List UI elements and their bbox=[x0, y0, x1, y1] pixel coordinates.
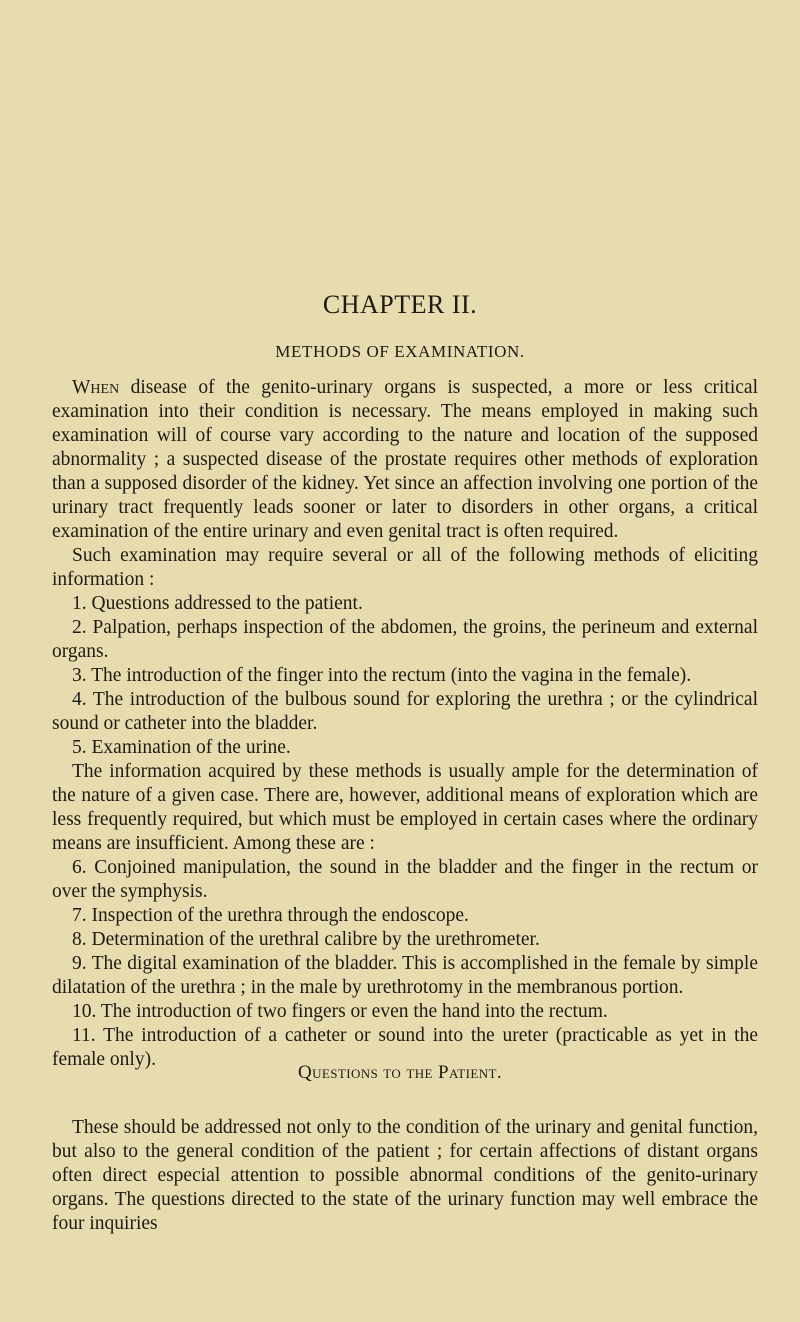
method-item-5: 5. Examination of the urine. bbox=[72, 737, 291, 758]
secondary-text bbox=[52, 1116, 758, 1236]
method-item-7: 7. Inspection of the urethra through the endoscope. bbox=[72, 905, 469, 926]
method-item-9: 9. The digital examination of the bladder. This is accomplished in the female by simple dilatation of the urethra ; in the male by urethrotomy in the membranous portion. bbox=[52, 953, 758, 998]
method-item-1: 1. Questions addressed to the patient. bbox=[72, 593, 363, 614]
method-item-3: 3. The introduction of the finger into the rectum (into the vagina in the female). bbox=[72, 665, 692, 686]
method-item-6: 6. Conjoined manipulation, the sound in the bladder and the finger in the rectum or over the symphysis. bbox=[52, 857, 758, 902]
method-item-10: 10. The introduction of two fingers or even the hand into the rectum. bbox=[72, 1001, 608, 1022]
section-title: METHODS OF EXAMINATION. bbox=[275, 342, 525, 361]
main-text bbox=[52, 376, 758, 1072]
method-item-8: 8. Determination of the urethral calibre by the urethrometer. bbox=[72, 929, 540, 950]
intro-paragraph bbox=[52, 376, 758, 544]
questions-paragraph: These should be addressed not only to the condition of the urinary and genital function, but also to the general condition of the patient ; for certain affections of distant organs often direct especial attention to possible abnormal conditions of the genito-urinary organs. The questions directed to the state of the urinary function may well embrace the four inquiries bbox=[52, 1117, 758, 1234]
subsection-title: Questions to the Patient. bbox=[298, 1062, 502, 1083]
additional-methods-paragraph: The information acquired by these methods is usually ample for the determination of the nature of a given case. There are, however, additional means of exploration which are less frequently required, but which must be employed in certain cases where the ordinary means are insufficient. Among these are : bbox=[52, 761, 758, 854]
intro-first-word: When bbox=[72, 377, 120, 398]
method-item-11: 11. The introduction of a catheter or sound into the ureter (practicable as yet in the female only). bbox=[52, 1025, 758, 1070]
intro-paragraph-text: disease of the genito-urinary organs is suspected, a more or less critical examination into their condition is necessary. The means employed in making such examination will of course vary according to the nature and location of the supposed abnormality ; a suspected disease of the prostate requires other methods of exploration than a supposed disorder of the kidney. Yet since an affection involving one portion of the urinary tract frequently leads sooner or later to disorders in other organs, a critical examination of the entire urinary and even genital tract is often required. bbox=[52, 377, 758, 542]
chapter-title: CHAPTER II. bbox=[322, 290, 478, 319]
methods-intro-paragraph: Such examination may require several or all of the following methods of eliciting information : bbox=[52, 545, 758, 590]
method-item-4: 4. The introduction of the bulbous sound for exploring the urethra ; or the cylindrical sound or catheter into the bladder. bbox=[52, 689, 758, 734]
method-item-2: 2. Palpation, perhaps inspection of the abdomen, the groins, the perineum and external organs. bbox=[52, 617, 758, 662]
